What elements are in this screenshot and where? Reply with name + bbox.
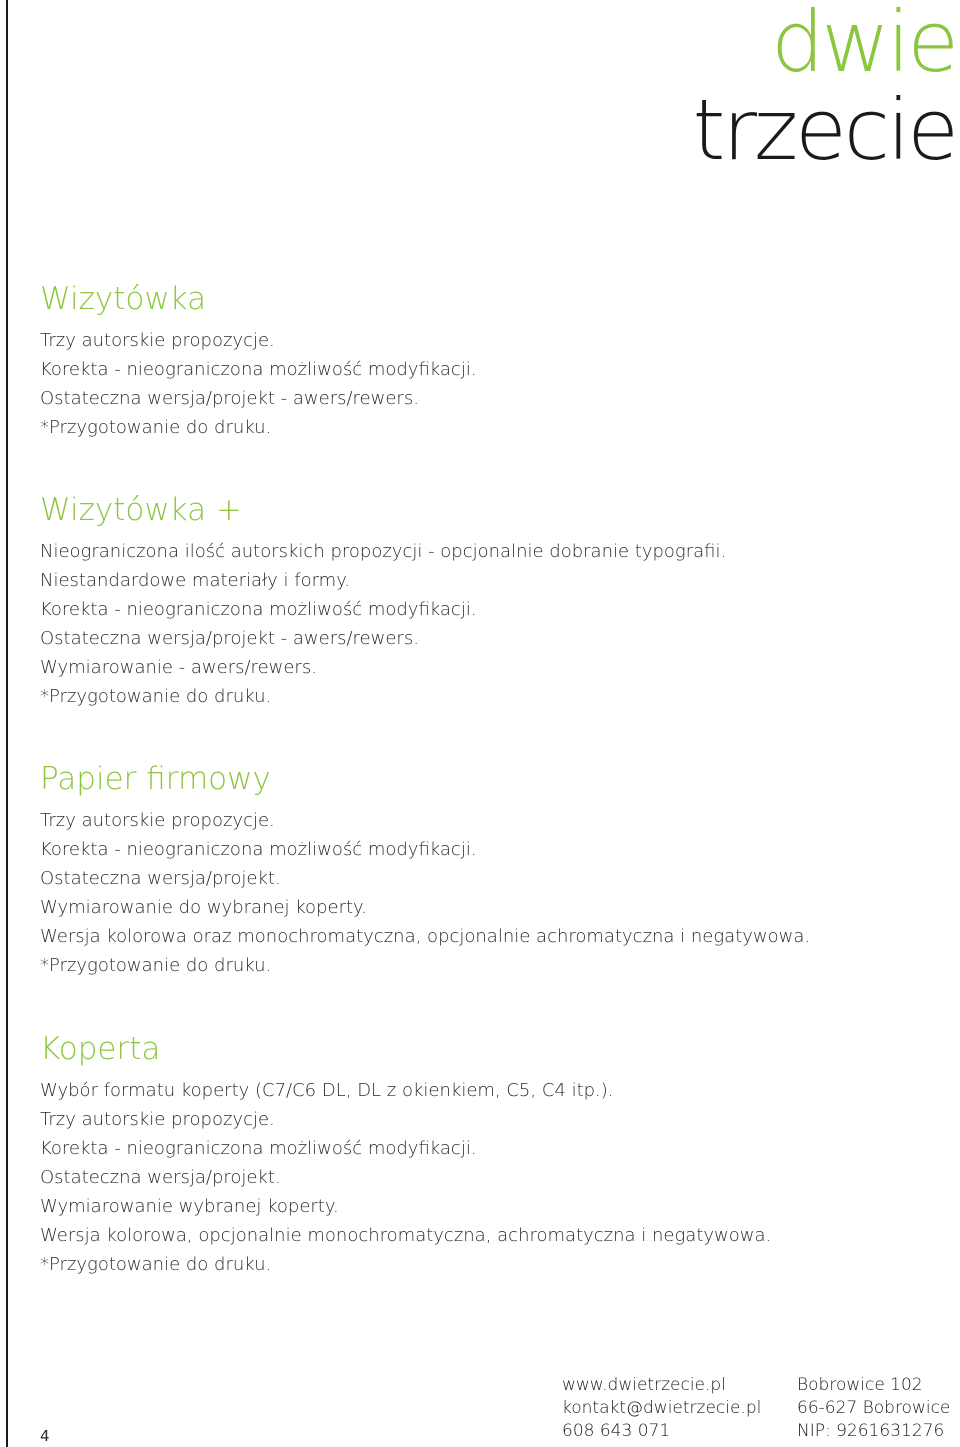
section-line: Korekta - nieograniczona możliwość modyfikacji. [40, 599, 477, 620]
section-line: Korekta - nieograniczona możliwość modyfikacji. [40, 839, 477, 860]
section-line: Wybór formatu koperty (C7/C6 DL, DL z okienkiem, C5, C4 itp.). [40, 1080, 614, 1101]
footer-nip: NIP: 9261631276 [797, 1421, 945, 1441]
section-line: *Przygotowanie do druku. [40, 955, 272, 976]
section-line: Ostateczna wersja/projekt. [40, 1167, 281, 1188]
section-title: Koperta [40, 1031, 161, 1067]
section-line: Korekta - nieograniczona możliwość modyfikacji. [40, 359, 477, 380]
dwie-trzecie-logo [692, 0, 960, 179]
section-line: Trzy autorskie propozycje. [40, 330, 275, 351]
section-wizytowka-plus [40, 487, 940, 711]
section-line: *Przygotowanie do druku. [40, 686, 272, 707]
logo-word-trzecie: trzecie [692, 81, 956, 179]
footer-email-link[interactable]: kontakt@dwietrzecie.pl [562, 1398, 762, 1418]
section-line: Trzy autorskie propozycje. [40, 1109, 275, 1130]
section-title: Wizytówka [40, 281, 207, 317]
section-papier-firmowy [40, 756, 940, 980]
section-line: Wymiarowanie - awers/rewers. [40, 657, 317, 678]
section-line: Wersja kolorowa, opcjonalnie monochromatyczna, achromatyczna i negatywowa. [40, 1225, 772, 1246]
footer-phone: 608 643 071 [562, 1421, 671, 1441]
footer-street: Bobrowice 102 [797, 1375, 923, 1395]
section-line: Wymiarowanie wybranej koperty. [40, 1196, 339, 1217]
section-line: Trzy autorskie propozycje. [40, 810, 275, 831]
section-line: Wymiarowanie do wybranej koperty. [40, 897, 367, 918]
footer-website-link[interactable]: www.dwietrzecie.pl [562, 1375, 726, 1395]
section-line: Ostateczna wersja/projekt - awers/rewers. [40, 388, 419, 409]
section-line: Nieograniczona ilość autorskich propozycji - opcjonalnie dobranie typografii. [40, 541, 727, 562]
page-number: 4 [40, 1427, 50, 1445]
section-title: Wizytówka + [40, 492, 242, 528]
section-koperta [40, 1026, 940, 1279]
section-title: Papier firmowy [40, 761, 271, 797]
section-line: Niestandardowe materiały i formy. [40, 570, 351, 591]
section-line: Ostateczna wersja/projekt - awers/rewers. [40, 628, 419, 649]
section-wizytowka [40, 276, 940, 442]
left-margin-rule [6, 0, 8, 1447]
logo-word-dwie: dwie [770, 0, 956, 91]
section-line: Korekta - nieograniczona możliwość modyfikacji. [40, 1138, 477, 1159]
footer-address [797, 1374, 950, 1443]
section-line: Ostateczna wersja/projekt. [40, 868, 281, 889]
footer-contact [562, 1374, 761, 1443]
footer-postal: 66-627 Bobrowice [797, 1398, 951, 1418]
section-line: *Przygotowanie do druku. [40, 417, 272, 438]
section-line: Wersja kolorowa oraz monochromatyczna, opcjonalnie achromatyczna i negatywowa. [40, 926, 811, 947]
section-line: *Przygotowanie do druku. [40, 1254, 272, 1275]
